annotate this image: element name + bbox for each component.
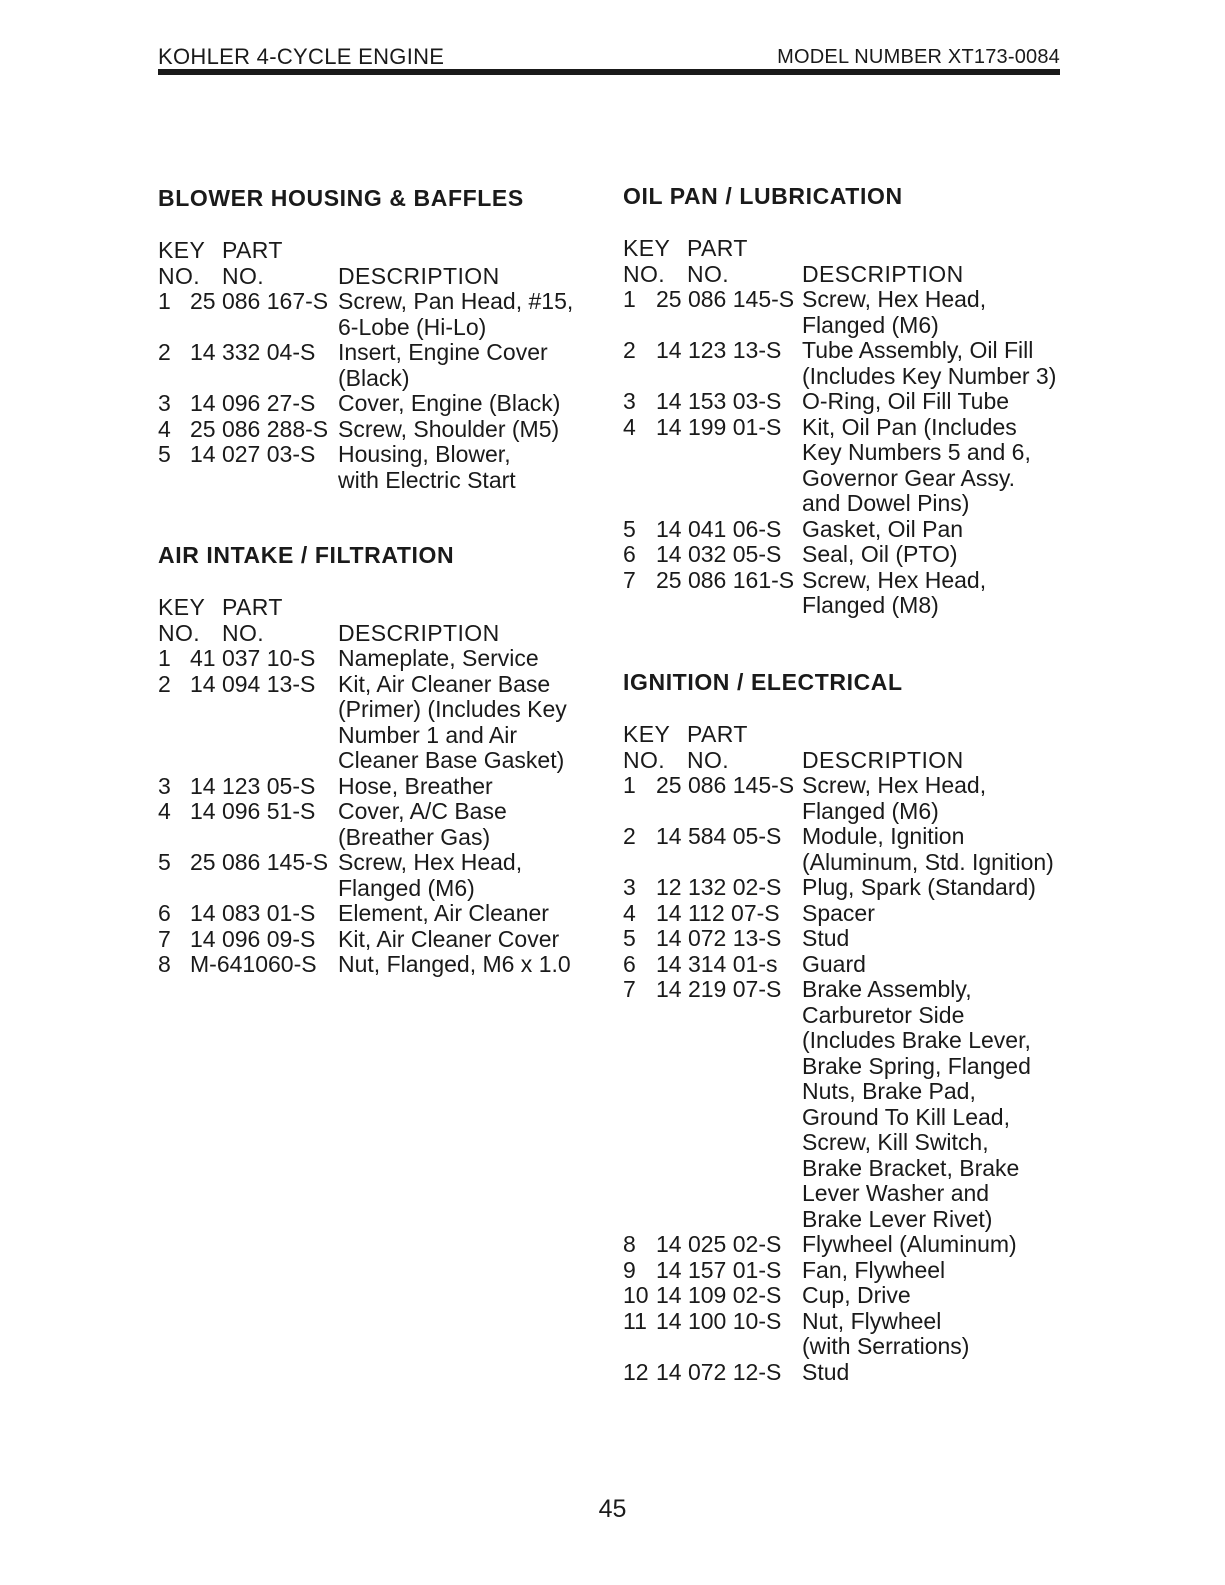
- part-description: [338, 289, 578, 340]
- col-description-label: DESCRIPTION: [338, 263, 500, 289]
- description-line: Kit, Oil Pan (Includes: [802, 413, 1017, 440]
- description-line: Flanged (M6): [338, 874, 475, 901]
- part-description: [802, 517, 1063, 543]
- key-number: 6: [623, 950, 636, 977]
- section-air-intake: [158, 542, 578, 978]
- col-key-no-label: NO.: [158, 263, 201, 289]
- description-line: Flanged (M8): [802, 592, 939, 618]
- section-title: OIL PAN / LUBRICATION: [623, 183, 903, 209]
- part-row: [158, 901, 578, 927]
- part-description: [338, 952, 578, 978]
- description-line: Flanged (M6): [802, 797, 939, 824]
- key-number: 7: [623, 566, 636, 593]
- col-part-no-label: NO.: [222, 263, 265, 289]
- part-description: [338, 774, 578, 800]
- description-line: (Includes Brake Lever,: [802, 1027, 1031, 1053]
- part-description: [802, 824, 1063, 875]
- part-number: 41 037 10-S: [190, 645, 316, 671]
- part-description: [338, 672, 578, 774]
- description-line: Screw, Hex Head,: [338, 849, 523, 875]
- description-line: Screw, Hex Head,: [802, 772, 987, 798]
- description-line: Carburetor Side: [802, 1001, 965, 1028]
- part-row: [158, 774, 578, 800]
- part-number: 14 072 12-S: [656, 1358, 782, 1385]
- part-number: 14 025 02-S: [656, 1231, 782, 1257]
- col-key-label: KEY: [623, 235, 671, 261]
- header-model-number: MODEL NUMBER XT173-0084: [777, 46, 1060, 68]
- description-line: Housing, Blower,: [338, 441, 511, 467]
- part-number: 14 096 09-S: [190, 925, 316, 952]
- part-row: [623, 901, 1063, 927]
- part-description: [802, 1258, 1063, 1284]
- description-line: 6-Lobe (Hi-Lo): [338, 313, 487, 340]
- description-line: Brake Assembly,: [802, 976, 972, 1002]
- section-title: BLOWER HOUSING & BAFFLES: [158, 185, 524, 211]
- part-description: [802, 1309, 1063, 1360]
- part-row: [623, 952, 1063, 978]
- part-row: [623, 773, 1063, 824]
- part-description: [802, 1283, 1063, 1309]
- key-number: 2: [158, 339, 171, 365]
- part-description: [338, 417, 578, 443]
- part-number: 14 332 04-S: [190, 339, 316, 365]
- part-row: [158, 646, 578, 672]
- part-number: 14 123 13-S: [656, 337, 782, 363]
- key-number: 5: [623, 515, 636, 542]
- description-line: Brake Spring, Flanged: [802, 1052, 1031, 1079]
- key-number: 1: [623, 772, 636, 798]
- description-line: Cover, A/C Base: [338, 798, 507, 824]
- col-key-label: KEY: [623, 721, 671, 747]
- part-row: [158, 799, 578, 850]
- part-number: 14 100 10-S: [656, 1307, 782, 1334]
- part-row: [623, 1232, 1063, 1258]
- key-number: 4: [623, 413, 636, 440]
- part-number: 14 027 03-S: [190, 441, 316, 467]
- part-number: 14 112 07-S: [656, 899, 780, 926]
- description-line: Tube Assembly, Oil Fill: [802, 337, 1034, 363]
- part-description: [802, 415, 1063, 517]
- key-number: 2: [623, 823, 636, 849]
- description-line: O-Ring, Oil Fill Tube: [802, 388, 1010, 414]
- part-row: [623, 977, 1063, 1232]
- description-line: Insert, Engine Cover: [338, 339, 548, 365]
- part-description: [802, 338, 1063, 389]
- part-row: [623, 824, 1063, 875]
- description-line: Stud: [802, 1358, 850, 1385]
- part-number: 14 219 07-S: [656, 976, 782, 1002]
- part-row: [623, 568, 1063, 619]
- section-blower-housing: [158, 185, 578, 493]
- header-rule: [158, 69, 1060, 75]
- key-number: 8: [623, 1231, 636, 1257]
- description-line: Element, Air Cleaner: [338, 900, 549, 926]
- col-part-label: PART: [687, 721, 748, 747]
- part-number: 14 083 01-S: [190, 900, 316, 926]
- key-number: 1: [158, 288, 171, 314]
- key-number: 6: [158, 900, 171, 926]
- part-description: [338, 391, 578, 417]
- page-number: 45: [598, 1495, 627, 1523]
- part-description: [802, 901, 1063, 927]
- col-key-no-label: NO.: [158, 620, 201, 646]
- column-header: [158, 594, 578, 646]
- description-line: Plug, Spark (Standard): [802, 874, 1036, 900]
- description-line: Screw, Hex Head,: [802, 566, 987, 593]
- part-number: 14 157 01-S: [656, 1256, 782, 1283]
- key-number: 3: [623, 388, 636, 414]
- description-line: Module, Ignition: [802, 823, 965, 849]
- key-number: 5: [623, 925, 636, 951]
- description-line: Key Numbers 5 and 6,: [802, 439, 1031, 465]
- description-line: Kit, Air Cleaner Base: [338, 670, 551, 697]
- key-number: 7: [158, 925, 171, 952]
- description-line: Screw, Pan Head, #15,: [338, 288, 574, 314]
- page-header: [158, 44, 1060, 69]
- description-line: Seal, Oil (PTO): [802, 541, 958, 567]
- description-line: Screw, Kill Switch,: [802, 1129, 989, 1155]
- description-line: Lever Washer and: [802, 1180, 990, 1206]
- key-number: 9: [623, 1256, 636, 1283]
- part-row: [623, 415, 1063, 517]
- description-line: Governor Gear Assy.: [802, 464, 1016, 491]
- description-line: (Primer) (Includes Key: [338, 696, 567, 722]
- part-row: [158, 672, 578, 774]
- key-number: 3: [623, 874, 636, 900]
- column-header: [158, 237, 578, 289]
- part-number: 12 132 02-S: [656, 874, 782, 900]
- part-row: [623, 1258, 1063, 1284]
- part-row: [623, 926, 1063, 952]
- description-line: and Dowel Pins): [802, 490, 970, 516]
- part-description: [338, 340, 578, 391]
- key-number: 5: [158, 849, 171, 875]
- col-part-label: PART: [687, 235, 748, 261]
- description-line: Hose, Breather: [338, 772, 493, 799]
- col-key-no-label: NO.: [623, 747, 666, 773]
- description-line: Nuts, Brake Pad,: [802, 1078, 976, 1104]
- description-line: Flywheel (Aluminum): [802, 1231, 1017, 1257]
- key-number: 10: [623, 1282, 649, 1308]
- description-line: Flanged (M6): [802, 311, 939, 338]
- description-line: Kit, Air Cleaner Cover: [338, 925, 560, 952]
- description-line: Brake Lever Rivet): [802, 1205, 993, 1232]
- part-number: 14 109 02-S: [656, 1282, 782, 1308]
- description-line: Cover, Engine (Black): [338, 390, 561, 416]
- description-line: (Black): [338, 364, 410, 391]
- parts-list: [623, 773, 1063, 1385]
- part-description: [802, 1232, 1063, 1258]
- key-number: 2: [158, 670, 171, 697]
- col-description-label: DESCRIPTION: [802, 261, 964, 287]
- key-number: 6: [623, 541, 636, 567]
- key-number: 12: [623, 1358, 649, 1385]
- parts-list: [158, 646, 578, 978]
- part-row: [158, 391, 578, 417]
- part-row: [623, 875, 1063, 901]
- part-number: 25 086 161-S: [656, 566, 795, 593]
- description-line: Fan, Flywheel: [802, 1256, 946, 1283]
- description-line: (Includes Key Number 3): [802, 362, 1057, 389]
- part-number: 14 314 01-s: [656, 950, 778, 977]
- part-description: [802, 389, 1063, 415]
- part-number: 14 072 13-S: [656, 925, 782, 951]
- description-line: (with Serrations): [802, 1333, 970, 1359]
- part-row: [623, 1309, 1063, 1360]
- col-part-no-label: NO.: [687, 747, 730, 773]
- part-row: [158, 442, 578, 493]
- description-line: Number 1 and Air: [338, 721, 517, 748]
- description-line: Screw, Shoulder (M5): [338, 415, 560, 442]
- key-number: 3: [158, 772, 171, 799]
- part-description: [802, 1360, 1063, 1386]
- part-number: 14 096 51-S: [190, 798, 316, 824]
- section-oil-pan: [623, 183, 1063, 619]
- part-number: 25 086 145-S: [656, 772, 795, 798]
- key-number: 5: [158, 441, 171, 467]
- parts-list: [158, 289, 578, 493]
- part-row: [623, 287, 1063, 338]
- part-description: [338, 646, 578, 672]
- parts-list: [623, 287, 1063, 619]
- description-line: Cup, Drive: [802, 1282, 911, 1308]
- column-header: [623, 721, 1063, 773]
- part-number: 25 086 288-S: [190, 415, 329, 442]
- part-row: [158, 850, 578, 901]
- part-number: M-641060-S: [190, 951, 317, 977]
- part-number: 14 584 05-S: [656, 823, 782, 849]
- section-title: IGNITION / ELECTRICAL: [623, 669, 903, 695]
- description-line: Nameplate, Service: [338, 645, 539, 671]
- col-part-no-label: NO.: [687, 261, 730, 287]
- description-line: (Aluminum, Std. Ignition): [802, 848, 1054, 875]
- col-key-label: KEY: [158, 237, 206, 263]
- key-number: 7: [623, 976, 636, 1002]
- part-row: [623, 1283, 1063, 1309]
- key-number: 8: [158, 951, 171, 977]
- description-line: Gasket, Oil Pan: [802, 515, 964, 542]
- part-description: [338, 927, 578, 953]
- col-description-label: DESCRIPTION: [338, 620, 500, 646]
- description-line: with Electric Start: [338, 466, 516, 493]
- part-description: [802, 773, 1063, 824]
- part-description: [338, 442, 578, 493]
- col-key-no-label: NO.: [623, 261, 666, 287]
- description-line: Stud: [802, 925, 850, 951]
- col-description-label: DESCRIPTION: [802, 747, 964, 773]
- key-number: 1: [623, 286, 636, 312]
- part-number: 14 094 13-S: [190, 670, 316, 697]
- part-number: 25 086 167-S: [190, 288, 329, 314]
- part-description: [338, 799, 578, 850]
- key-number: 4: [158, 415, 171, 442]
- part-description: [338, 850, 578, 901]
- part-number: 25 086 145-S: [656, 286, 795, 312]
- part-number: 14 153 03-S: [656, 388, 782, 414]
- part-row: [623, 517, 1063, 543]
- section-title: AIR INTAKE / FILTRATION: [158, 542, 455, 568]
- part-row: [623, 338, 1063, 389]
- description-line: Nut, Flywheel: [802, 1307, 942, 1334]
- description-line: Ground To Kill Lead,: [802, 1103, 1010, 1130]
- part-description: [802, 952, 1063, 978]
- part-description: [802, 542, 1063, 568]
- col-part-no-label: NO.: [222, 620, 265, 646]
- part-description: [802, 926, 1063, 952]
- part-description: [338, 901, 578, 927]
- col-part-label: PART: [222, 237, 283, 263]
- part-description: [802, 875, 1063, 901]
- key-number: 4: [158, 798, 171, 824]
- part-row: [158, 417, 578, 443]
- part-number: 25 086 145-S: [190, 849, 329, 875]
- description-line: Brake Bracket, Brake: [802, 1154, 1020, 1181]
- part-number: 14 032 05-S: [656, 541, 782, 567]
- part-description: [802, 287, 1063, 338]
- description-line: Cleaner Base Gasket): [338, 747, 565, 773]
- column-header: [623, 235, 1063, 287]
- description-line: Nut, Flanged, M6 x 1.0: [338, 951, 571, 977]
- part-number: 14 123 05-S: [190, 772, 316, 799]
- description-line: (Breather Gas): [338, 823, 491, 850]
- part-number: 14 041 06-S: [656, 515, 782, 542]
- part-number: 14 199 01-S: [656, 413, 782, 440]
- part-row: [623, 542, 1063, 568]
- part-number: 14 096 27-S: [190, 390, 316, 416]
- key-number: 2: [623, 337, 636, 363]
- part-row: [623, 389, 1063, 415]
- key-number: 1: [158, 645, 171, 671]
- key-number: 11: [623, 1307, 647, 1334]
- key-number: 4: [623, 899, 636, 926]
- description-line: Spacer: [802, 899, 875, 926]
- part-row: [623, 1360, 1063, 1386]
- description-line: Guard: [802, 950, 866, 977]
- col-part-label: PART: [222, 594, 283, 620]
- header-title: KOHLER 4-CYCLE ENGINE: [158, 44, 445, 69]
- key-number: 3: [158, 390, 171, 416]
- part-description: [802, 977, 1063, 1232]
- col-key-label: KEY: [158, 594, 206, 620]
- part-row: [158, 289, 578, 340]
- part-description: [802, 568, 1063, 619]
- section-ignition: [623, 669, 1063, 1385]
- description-line: Screw, Hex Head,: [802, 286, 987, 312]
- part-row: [158, 927, 578, 953]
- part-row: [158, 952, 578, 978]
- part-row: [158, 340, 578, 391]
